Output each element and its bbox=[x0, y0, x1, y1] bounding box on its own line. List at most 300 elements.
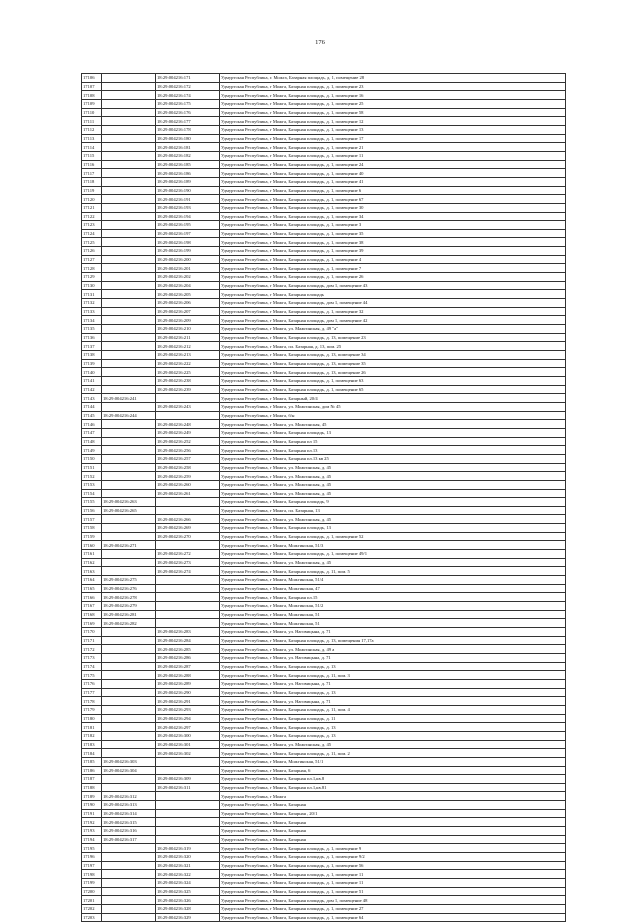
premises-number-cell: 18:29:004216:289 bbox=[156, 679, 220, 688]
land-parcel-number-cell bbox=[102, 281, 156, 290]
row-number-cell: 17142 bbox=[82, 385, 102, 394]
row-number-cell: 17177 bbox=[82, 688, 102, 697]
table-row bbox=[82, 714, 566, 723]
land-parcel-number-cell bbox=[102, 775, 156, 784]
premises-number-cell: 18:29:004216:261 bbox=[156, 489, 220, 498]
premises-number-cell: 18:29:004216:266 bbox=[156, 515, 220, 524]
land-parcel-number-cell bbox=[102, 359, 156, 368]
address-cell: Удмуртская Республика, г Можга, Базарная площадь, д. 13 bbox=[220, 662, 566, 671]
row-number-cell: 17182 bbox=[82, 731, 102, 740]
address-cell: Удмуртская Республика, г Можга, Можгинская, 51 bbox=[220, 619, 566, 628]
land-parcel-number-cell bbox=[102, 913, 156, 922]
table-row bbox=[82, 264, 566, 273]
row-number-cell: 17169 bbox=[82, 619, 102, 628]
premises-number-cell: 18:29:004216:269 bbox=[156, 524, 220, 533]
table-row bbox=[82, 827, 566, 836]
row-number-cell: 17170 bbox=[82, 628, 102, 637]
address-cell: Удмуртская Республика, г Можга, Базарная площадь, д. 1, помещение 51 bbox=[220, 887, 566, 896]
land-parcel-number-cell bbox=[102, 853, 156, 862]
address-cell: Удмуртская Республика, г Можга, Базарная bbox=[220, 827, 566, 836]
address-cell: Удмуртская Республика, г Можга, Базарная площадь, дом 1, помещение 48 bbox=[220, 896, 566, 905]
address-cell: Удмуртская Республика, г Можга, Базарная площадь, д. 11, пом. 5 bbox=[220, 567, 566, 576]
land-parcel-number-cell bbox=[102, 870, 156, 879]
address-cell: Удмуртская Республика, г Можга, Базарная площадь, д. 1, помещение 6 bbox=[220, 186, 566, 195]
premises-number-cell: 18:29:004216:238 bbox=[156, 376, 220, 385]
land-parcel-number-cell bbox=[102, 82, 156, 91]
premises-number-cell: 18:29:004216:249 bbox=[156, 428, 220, 437]
land-parcel-number-cell: 18:29:004216:276 bbox=[102, 584, 156, 593]
row-number-cell: 17140 bbox=[82, 368, 102, 377]
land-parcel-number-cell bbox=[102, 342, 156, 351]
land-parcel-number-cell bbox=[102, 325, 156, 334]
address-cell: Удмуртская Республика, г Можга, ул. Можгинская, д. 45 bbox=[220, 489, 566, 498]
land-parcel-number-cell bbox=[102, 160, 156, 169]
table-row bbox=[82, 99, 566, 108]
land-parcel-number-cell bbox=[102, 783, 156, 792]
table-row bbox=[82, 91, 566, 100]
land-parcel-number-cell: 18:29:004216:281 bbox=[102, 610, 156, 619]
premises-number-cell: 18:29:004216:291 bbox=[156, 697, 220, 706]
land-parcel-number-cell: 18:29:004216:263 bbox=[102, 498, 156, 507]
address-cell: Удмуртская Республика, г Можга, ул. Наговицына, д. 71 bbox=[220, 653, 566, 662]
address-cell: Удмуртская Республика, г Можга, Базарная площадь, д. 1, помещение 39 bbox=[220, 247, 566, 256]
premises-number-cell: 18:29:004216:290 bbox=[156, 688, 220, 697]
table-row bbox=[82, 143, 566, 152]
address-cell: Удмуртская Республика, г Можга, Базарная площадь, 13 bbox=[220, 524, 566, 533]
land-parcel-number-cell bbox=[102, 515, 156, 524]
land-parcel-number-cell bbox=[102, 351, 156, 360]
row-number-cell: 17122 bbox=[82, 212, 102, 221]
address-cell: Удмуртская Республика, г Можга, Базарная bbox=[220, 835, 566, 844]
address-cell: Удмуртская Республика, г Можга, Базарная площадь, д. 1, помещение 27 bbox=[220, 905, 566, 914]
row-number-cell: 17171 bbox=[82, 636, 102, 645]
land-parcel-number-cell: 18:29:004216:312 bbox=[102, 792, 156, 801]
row-number-cell: 17143 bbox=[82, 394, 102, 403]
premises-number-cell: 18:29:004216:176 bbox=[156, 108, 220, 117]
premises-number-cell bbox=[156, 593, 220, 602]
premises-number-cell: 18:29:004216:222 bbox=[156, 359, 220, 368]
premises-number-cell: 18:29:004216:328 bbox=[156, 905, 220, 914]
address-cell: Удмуртская Республика, г Можга, Базарная площадь, дом 1, помещение 42 bbox=[220, 316, 566, 325]
land-parcel-number-cell bbox=[102, 264, 156, 273]
land-parcel-number-cell bbox=[102, 879, 156, 888]
land-parcel-number-cell bbox=[102, 446, 156, 455]
row-number-cell: 17176 bbox=[82, 679, 102, 688]
premises-number-cell: 18:29:004216:329 bbox=[156, 913, 220, 922]
land-parcel-number-cell bbox=[102, 714, 156, 723]
address-cell: Удмуртская Республика, г Можга, ул. Можгинская, д. 49 а bbox=[220, 645, 566, 654]
table-row bbox=[82, 723, 566, 732]
address-cell: Удмуртская Республика, г Можга, Базарная площадь, д. 1, помещение 9 bbox=[220, 844, 566, 853]
table-row bbox=[82, 584, 566, 593]
row-number-cell: 17194 bbox=[82, 835, 102, 844]
table-row bbox=[82, 558, 566, 567]
premises-number-cell: 18:29:004216:207 bbox=[156, 307, 220, 316]
table-row bbox=[82, 82, 566, 91]
premises-number-cell: 18:29:004216:212 bbox=[156, 342, 220, 351]
row-number-cell: 17164 bbox=[82, 576, 102, 585]
address-cell: Удмуртская Республика, г Можга, Базарная площадь, д. 13 bbox=[220, 723, 566, 732]
address-cell: Удмуртская Республика, г Можга, Базарная площадь, д. 1, помещение 25 bbox=[220, 99, 566, 108]
land-parcel-number-cell bbox=[102, 299, 156, 308]
address-cell: Удмуртская Республика, г Можга, пл. Базарная, 13 bbox=[220, 506, 566, 515]
address-cell: Удмуртская Республика, г Можга, Можгинская, 51/1 bbox=[220, 757, 566, 766]
row-number-cell: 17157 bbox=[82, 515, 102, 524]
row-number-cell: 17130 bbox=[82, 281, 102, 290]
row-number-cell: 17119 bbox=[82, 186, 102, 195]
row-number-cell: 17139 bbox=[82, 359, 102, 368]
registry-table bbox=[81, 73, 566, 922]
premises-number-cell: 18:29:004216:300 bbox=[156, 731, 220, 740]
table-row bbox=[82, 446, 566, 455]
premises-number-cell: 18:29:004216:171 bbox=[156, 74, 220, 83]
table-row bbox=[82, 472, 566, 481]
address-cell: Удмуртская Республика, г Можга, Базарная площадь, д. 13 bbox=[220, 731, 566, 740]
address-cell: Удмуртская Республика, г Можга, Базарная пл 15 bbox=[220, 437, 566, 446]
table-row bbox=[82, 74, 566, 83]
premises-number-cell bbox=[156, 576, 220, 585]
land-parcel-number-cell bbox=[102, 307, 156, 316]
premises-number-cell: 18:29:004216:177 bbox=[156, 117, 220, 126]
address-cell: Удмуртская Республика, г Можга, ул. Можгинская, 45 bbox=[220, 420, 566, 429]
premises-number-cell bbox=[156, 835, 220, 844]
premises-number-cell bbox=[156, 506, 220, 515]
row-number-cell: 17197 bbox=[82, 861, 102, 870]
premises-number-cell: 18:29:004216:321 bbox=[156, 861, 220, 870]
premises-number-cell bbox=[156, 801, 220, 810]
row-number-cell: 17180 bbox=[82, 714, 102, 723]
address-cell: Удмуртская Республика, г Можга, Базарная площадь, д. 1, помещение 24 bbox=[220, 160, 566, 169]
premises-number-cell: 18:29:004216:326 bbox=[156, 896, 220, 905]
address-cell: Удмуртская Республика, г Можга, б/н bbox=[220, 411, 566, 420]
land-parcel-number-cell bbox=[102, 333, 156, 342]
row-number-cell: 17184 bbox=[82, 749, 102, 758]
premises-number-cell: 18:29:004216:248 bbox=[156, 420, 220, 429]
row-number-cell: 17133 bbox=[82, 307, 102, 316]
table-row bbox=[82, 740, 566, 749]
table-row bbox=[82, 550, 566, 559]
row-number-cell: 17172 bbox=[82, 645, 102, 654]
table-row bbox=[82, 376, 566, 385]
row-number-cell: 17145 bbox=[82, 411, 102, 420]
premises-number-cell: 18:29:004216:194 bbox=[156, 212, 220, 221]
premises-number-cell: 18:29:004216:272 bbox=[156, 550, 220, 559]
land-parcel-number-cell bbox=[102, 177, 156, 186]
land-parcel-number-cell bbox=[102, 74, 156, 83]
premises-number-cell bbox=[156, 610, 220, 619]
premises-number-cell: 18:29:004216:181 bbox=[156, 143, 220, 152]
premises-number-cell: 18:29:004216:211 bbox=[156, 333, 220, 342]
address-cell: Удмуртская Республика, г Можга, Базарная площадь, д. 1, помещение 11 bbox=[220, 870, 566, 879]
premises-number-cell bbox=[156, 766, 220, 775]
land-parcel-number-cell bbox=[102, 195, 156, 204]
address-cell: Удмуртская Республика, г Можга, Базарная площадь, д. 13, помещения 17,17а bbox=[220, 636, 566, 645]
row-number-cell: 17153 bbox=[82, 480, 102, 489]
address-cell: Удмуртская Республика, г Можга, Базарная площадь, д. 1, помещение 58 bbox=[220, 108, 566, 117]
premises-number-cell bbox=[156, 757, 220, 766]
row-number-cell: 17120 bbox=[82, 195, 102, 204]
table-row bbox=[82, 628, 566, 637]
premises-number-cell: 18:29:004216:213 bbox=[156, 351, 220, 360]
table-row bbox=[82, 420, 566, 429]
address-cell: Удмуртская Республика, г Можга, Базарная площадь, д. 1, помещение 32 bbox=[220, 307, 566, 316]
row-number-cell: 17179 bbox=[82, 705, 102, 714]
row-number-cell: 17188 bbox=[82, 783, 102, 792]
land-parcel-number-cell bbox=[102, 723, 156, 732]
table-row bbox=[82, 290, 566, 299]
address-cell: Удмуртская Республика, г Можга, Базарная площадь, 9 bbox=[220, 498, 566, 507]
row-number-cell: 17156 bbox=[82, 506, 102, 515]
row-number-cell: 17147 bbox=[82, 428, 102, 437]
table-row bbox=[82, 402, 566, 411]
land-parcel-number-cell: 18:29:004216:315 bbox=[102, 818, 156, 827]
row-number-cell: 17138 bbox=[82, 351, 102, 360]
address-cell: Удмуртская Республика, г Можга, Базарная площадь, д. 13, помещение 23 bbox=[220, 333, 566, 342]
page-number: 176 bbox=[315, 39, 325, 46]
land-parcel-number-cell bbox=[102, 463, 156, 472]
row-number-cell: 17187 bbox=[82, 775, 102, 784]
land-parcel-number-cell bbox=[102, 99, 156, 108]
row-number-cell: 17116 bbox=[82, 160, 102, 169]
row-number-cell: 17174 bbox=[82, 662, 102, 671]
address-cell: Удмуртская Республика, г Можга, Базарная пл.1,кв.8 bbox=[220, 775, 566, 784]
premises-number-cell: 18:29:004216:319 bbox=[156, 844, 220, 853]
premises-number-cell: 18:29:004216:320 bbox=[156, 853, 220, 862]
table-row bbox=[82, 316, 566, 325]
land-parcel-number-cell: 18:29:004216:313 bbox=[102, 801, 156, 810]
row-number-cell: 17195 bbox=[82, 844, 102, 853]
land-parcel-number-cell bbox=[102, 705, 156, 714]
premises-number-cell: 18:29:004216:205 bbox=[156, 290, 220, 299]
premises-number-cell: 18:29:004216:257 bbox=[156, 454, 220, 463]
table-row bbox=[82, 636, 566, 645]
row-number-cell: 17132 bbox=[82, 299, 102, 308]
address-cell: Удмуртская Республика, г Можга, ул. Наговицына, д. 71 bbox=[220, 697, 566, 706]
address-cell: Удмуртская Республика, г Можга, Можгинская, 51 bbox=[220, 610, 566, 619]
premises-number-cell bbox=[156, 809, 220, 818]
land-parcel-number-cell: 18:29:004216:244 bbox=[102, 411, 156, 420]
row-number-cell: 17128 bbox=[82, 264, 102, 273]
row-number-cell: 17107 bbox=[82, 82, 102, 91]
row-number-cell: 17123 bbox=[82, 221, 102, 230]
row-number-cell: 17189 bbox=[82, 792, 102, 801]
row-number-cell: 17165 bbox=[82, 584, 102, 593]
table-row bbox=[82, 879, 566, 888]
address-cell: Удмуртская Республика, г Можга, Базарная площадь, д. 1, помещение 16 bbox=[220, 91, 566, 100]
land-parcel-number-cell bbox=[102, 896, 156, 905]
row-number-cell: 17198 bbox=[82, 870, 102, 879]
row-number-cell: 17109 bbox=[82, 99, 102, 108]
premises-number-cell: 18:29:004216:209 bbox=[156, 316, 220, 325]
row-number-cell: 17152 bbox=[82, 472, 102, 481]
table-row bbox=[82, 247, 566, 256]
table-row bbox=[82, 169, 566, 178]
land-parcel-number-cell bbox=[102, 454, 156, 463]
row-number-cell: 17121 bbox=[82, 203, 102, 212]
table-row bbox=[82, 117, 566, 126]
row-number-cell: 17112 bbox=[82, 125, 102, 134]
premises-number-cell: 18:29:004216:202 bbox=[156, 273, 220, 282]
premises-number-cell: 18:29:004216:199 bbox=[156, 247, 220, 256]
address-cell: Удмуртская Республика, г Можга, Можгинская, 47 bbox=[220, 584, 566, 593]
premises-number-cell: 18:29:004216:175 bbox=[156, 99, 220, 108]
row-number-cell: 17183 bbox=[82, 740, 102, 749]
land-parcel-number-cell bbox=[102, 221, 156, 230]
table-row bbox=[82, 134, 566, 143]
table-row bbox=[82, 498, 566, 507]
land-parcel-number-cell: 18:29:004216:316 bbox=[102, 827, 156, 836]
land-parcel-number-cell bbox=[102, 229, 156, 238]
land-parcel-number-cell bbox=[102, 653, 156, 662]
land-parcel-number-cell bbox=[102, 558, 156, 567]
address-cell: Удмуртская Республика, г Можга, Базарная площадь bbox=[220, 290, 566, 299]
table-row bbox=[82, 342, 566, 351]
address-cell: Удмуртская Республика, г Можга, Базарная площадь, д. 1, помещение 52 bbox=[220, 532, 566, 541]
land-parcel-number-cell bbox=[102, 316, 156, 325]
address-cell: Удмуртская Республика, г Можга, ул. Мажгинская, д. 49 "а" bbox=[220, 325, 566, 334]
premises-number-cell: 18:29:004216:286 bbox=[156, 653, 220, 662]
premises-number-cell: 18:29:004216:273 bbox=[156, 558, 220, 567]
row-number-cell: 17110 bbox=[82, 108, 102, 117]
address-cell: Удмуртская Республика, г Можга, ул. Можгинская, д. 45 bbox=[220, 472, 566, 481]
row-number-cell: 17201 bbox=[82, 896, 102, 905]
land-parcel-number-cell bbox=[102, 125, 156, 134]
address-cell: Удмуртская Республика, г Можга bbox=[220, 792, 566, 801]
table-row bbox=[82, 368, 566, 377]
address-cell: Удмуртская Республика, г Можга, ул. Можгинская, д. 45 bbox=[220, 558, 566, 567]
land-parcel-number-cell bbox=[102, 186, 156, 195]
land-parcel-number-cell bbox=[102, 749, 156, 758]
row-number-cell: 17191 bbox=[82, 809, 102, 818]
address-cell: Удмуртская Республика, г Можга, Базарная площадь, д. 1, помещение 63 bbox=[220, 376, 566, 385]
table-row bbox=[82, 351, 566, 360]
land-parcel-number-cell bbox=[102, 376, 156, 385]
land-parcel-number-cell: 18:29:004216:241 bbox=[102, 394, 156, 403]
address-cell: Удмуртская Республика, г Можга, ул. Можгинская, д. 45 bbox=[220, 463, 566, 472]
address-cell: Удмуртская Республика, г Можга, Базарная площадь, дом 1, помещение 43 bbox=[220, 281, 566, 290]
land-parcel-number-cell bbox=[102, 91, 156, 100]
premises-number-cell: 18:29:004216:285 bbox=[156, 645, 220, 654]
table-row bbox=[82, 705, 566, 714]
table-row bbox=[82, 775, 566, 784]
table-row bbox=[82, 679, 566, 688]
table-row bbox=[82, 273, 566, 282]
premises-number-cell: 18:29:004216:301 bbox=[156, 740, 220, 749]
address-cell: Удмуртская Республика, г Можга, Базарная площадь, д. 11, пом. 2 bbox=[220, 749, 566, 758]
land-parcel-number-cell bbox=[102, 628, 156, 637]
address-cell: Удмуртская Республика, г Можга, Базарная площадь, д. 13 bbox=[220, 688, 566, 697]
row-number-cell: 17150 bbox=[82, 454, 102, 463]
land-parcel-number-cell bbox=[102, 662, 156, 671]
address-cell: Удмуртская Республика, г Можга, Базарная площадь, д. 13, помещение 34 bbox=[220, 351, 566, 360]
address-cell: Удмуртская Республика, г Можга, Базарная площадь, д. 1, помещение 64 bbox=[220, 913, 566, 922]
address-cell: Удмуртская Республика, г Можга, Базарная пл.1,кв.81 bbox=[220, 783, 566, 792]
address-cell: Удмуртская Республика, г Можга, Базарная площадь, д. 11, пом. 4 bbox=[220, 705, 566, 714]
premises-number-cell: 18:29:004216:322 bbox=[156, 870, 220, 879]
row-number-cell: 17115 bbox=[82, 151, 102, 160]
row-number-cell: 17127 bbox=[82, 255, 102, 264]
table-row bbox=[82, 463, 566, 472]
premises-number-cell: 18:29:004216:204 bbox=[156, 281, 220, 290]
premises-number-cell bbox=[156, 584, 220, 593]
land-parcel-number-cell: 18:29:004216:265 bbox=[102, 506, 156, 515]
land-parcel-number-cell: 18:29:004216:278 bbox=[102, 593, 156, 602]
premises-number-cell: 18:29:004216:193 bbox=[156, 203, 220, 212]
land-parcel-number-cell: 18:29:004216:275 bbox=[102, 576, 156, 585]
row-number-cell: 17160 bbox=[82, 541, 102, 550]
land-parcel-number-cell bbox=[102, 697, 156, 706]
address-cell: Удмуртская Республика, г Можга, ул. Можгинская, д. 45 bbox=[220, 515, 566, 524]
premises-number-cell: 18:29:004216:185 bbox=[156, 160, 220, 169]
premises-number-cell bbox=[156, 411, 220, 420]
table-row bbox=[82, 697, 566, 706]
land-parcel-number-cell bbox=[102, 740, 156, 749]
address-cell: Удмуртская Республика, г Можга, Можгинская, 51/2 bbox=[220, 602, 566, 611]
land-parcel-number-cell bbox=[102, 679, 156, 688]
table-row bbox=[82, 809, 566, 818]
table-row bbox=[82, 125, 566, 134]
address-cell: Удмуртская Республика, г Можга, Базарный, 20/4 bbox=[220, 394, 566, 403]
land-parcel-number-cell bbox=[102, 905, 156, 914]
table-row bbox=[82, 480, 566, 489]
table-row bbox=[82, 749, 566, 758]
table-row bbox=[82, 238, 566, 247]
address-cell: Удмуртская Республика, г Можга, Базарная пл.13 кв 25 bbox=[220, 454, 566, 463]
table-row bbox=[82, 818, 566, 827]
row-number-cell: 17149 bbox=[82, 446, 102, 455]
table-row bbox=[82, 766, 566, 775]
table-row bbox=[82, 385, 566, 394]
table-row bbox=[82, 394, 566, 403]
address-cell: Удмуртская Республика, г Можга, ул. Можгинская, д. 45 bbox=[220, 740, 566, 749]
row-number-cell: 17129 bbox=[82, 273, 102, 282]
land-parcel-number-cell: 18:29:004216:279 bbox=[102, 602, 156, 611]
row-number-cell: 17113 bbox=[82, 134, 102, 143]
row-number-cell: 17131 bbox=[82, 290, 102, 299]
land-parcel-number-cell bbox=[102, 844, 156, 853]
land-parcel-number-cell bbox=[102, 212, 156, 221]
premises-number-cell: 18:29:004216:260 bbox=[156, 480, 220, 489]
row-number-cell: 17135 bbox=[82, 325, 102, 334]
row-number-cell: 17144 bbox=[82, 402, 102, 411]
land-parcel-number-cell: 18:29:004216:304 bbox=[102, 766, 156, 775]
row-number-cell: 17151 bbox=[82, 463, 102, 472]
land-parcel-number-cell bbox=[102, 290, 156, 299]
address-cell: Удмуртская Республика, г Можга, Базарная площадь, д. 1, помещение 41 bbox=[220, 177, 566, 186]
registry-table-body bbox=[82, 74, 566, 922]
premises-number-cell: 18:29:004216:172 bbox=[156, 82, 220, 91]
premises-number-cell: 18:29:004216:288 bbox=[156, 671, 220, 680]
premises-number-cell: 18:29:004216:190 bbox=[156, 186, 220, 195]
land-parcel-number-cell bbox=[102, 671, 156, 680]
row-number-cell: 17202 bbox=[82, 905, 102, 914]
row-number-cell: 17162 bbox=[82, 558, 102, 567]
table-row bbox=[82, 281, 566, 290]
table-row bbox=[82, 731, 566, 740]
land-parcel-number-cell bbox=[102, 636, 156, 645]
table-row bbox=[82, 307, 566, 316]
address-cell: Удмуртская Республика, г Можга, ул. Можгинская, д. 45 bbox=[220, 480, 566, 489]
table-row bbox=[82, 835, 566, 844]
table-row bbox=[82, 576, 566, 585]
table-row bbox=[82, 870, 566, 879]
table-row bbox=[82, 801, 566, 810]
table-row bbox=[82, 454, 566, 463]
land-parcel-number-cell bbox=[102, 887, 156, 896]
table-row bbox=[82, 255, 566, 264]
land-parcel-number-cell bbox=[102, 169, 156, 178]
address-cell: Удмуртская Республика, г Можга, Базарная площадь, д. 13, помещение 26 bbox=[220, 368, 566, 377]
